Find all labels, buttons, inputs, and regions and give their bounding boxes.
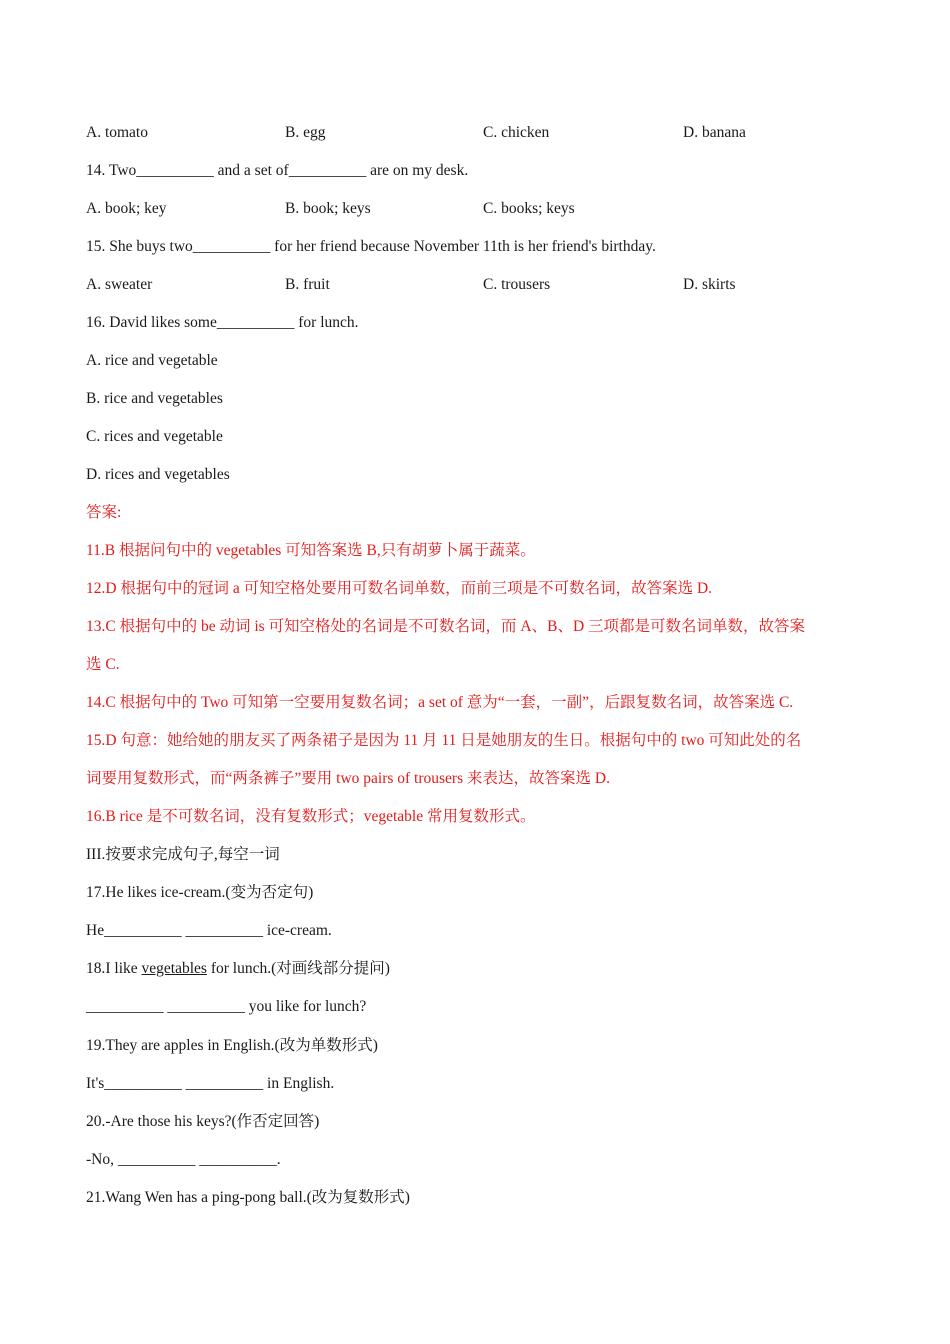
q14-option-b: B. book; keys [285,200,371,217]
q19-stem: 19.They are apples in English.(改为单数形式) [86,1037,378,1054]
q18-stem-prefix: 18.I like [86,960,142,977]
q17-stem: 17.He likes ice-cream.(变为否定句) [86,884,314,901]
q14-option-a: A. book; key [86,200,167,217]
q16-option-d: D. rices and vegetables [86,466,230,483]
q14-stem: 14. Two__________ and a set of__________ are on my desk. [86,162,469,179]
q20-fill: -No, __________ __________. [86,1151,281,1168]
q15-stem: 15. She buys two__________ for her friend because November 11th is her friend's birthday. [86,238,656,255]
q19-fill: It's__________ __________ in English. [86,1075,335,1092]
q13-option-b: B. egg [285,124,326,141]
answer-line: 13.C 根据句中的 be 动词 is 可知空格处的名词是不可数名词，而 A、B、D 三项都是可数名词单数，故答案 [86,618,806,635]
answer-line: 16.B rice 是不可数名词，没有复数形式；vegetable 常用复数形式。 [86,808,536,825]
answer-line: 词要用复数形式，而“两条裤子”要用 two pairs of trousers 来表达，故答案选 D. [86,770,610,787]
q15-option-d: D. skirts [683,276,736,293]
answer-line: 15.D 句意：她给她的朋友买了两条裙子是因为 11 月 11 日是她朋友的生日。根据句中的 two 可知此处的名 [86,732,802,749]
q20-stem: 20.-Are those his keys?(作否定回答) [86,1113,320,1130]
q18-stem-suffix: for lunch.(对画线部分提问) [206,960,390,977]
q15-option-c: C. trousers [483,276,551,293]
q13-option-d: D. banana [683,124,746,141]
q18-fill: __________ __________ you like for lunch? [86,998,367,1015]
q17-fill: He__________ __________ ice-cream. [86,922,332,939]
q16-option-a: A. rice and vegetable [86,352,218,369]
q15-option-b: B. fruit [285,276,330,293]
q13-option-c: C. chicken [483,124,550,141]
section-heading: III.按要求完成句子,每空一词 [86,846,280,863]
q18-stem [86,959,390,979]
q15-option-a: A. sweater [86,276,153,293]
q16-option-b: B. rice and vegetables [86,390,223,407]
q16-stem: 16. David likes some__________ for lunch. [86,314,359,331]
answer-line: 11.B 根据问句中的 vegetables 可知答案选 B,只有胡萝卜属于蔬菜。 [86,542,536,559]
q13-option-a: A. tomato [86,124,148,141]
answers-heading: 答案: [86,504,122,521]
answer-line: 12.D 根据句中的冠词 a 可知空格处要用可数名词单数，而前三项是不可数名词，故答案选 D. [86,580,713,597]
q14-option-c: C. books; keys [483,200,575,217]
q21-stem: 21.Wang Wen has a ping-pong ball.(改为复数形式) [86,1189,410,1206]
q18-underlined-word: vegetables [141,960,207,977]
q16-option-c: C. rices and vegetable [86,428,223,445]
answer-line: 14.C 根据句中的 Two 可知第一空要用复数名词；a set of 意为“一套，一副”，后跟复数名词，故答案选 C. [86,694,794,711]
answer-line: 选 C. [86,656,120,673]
